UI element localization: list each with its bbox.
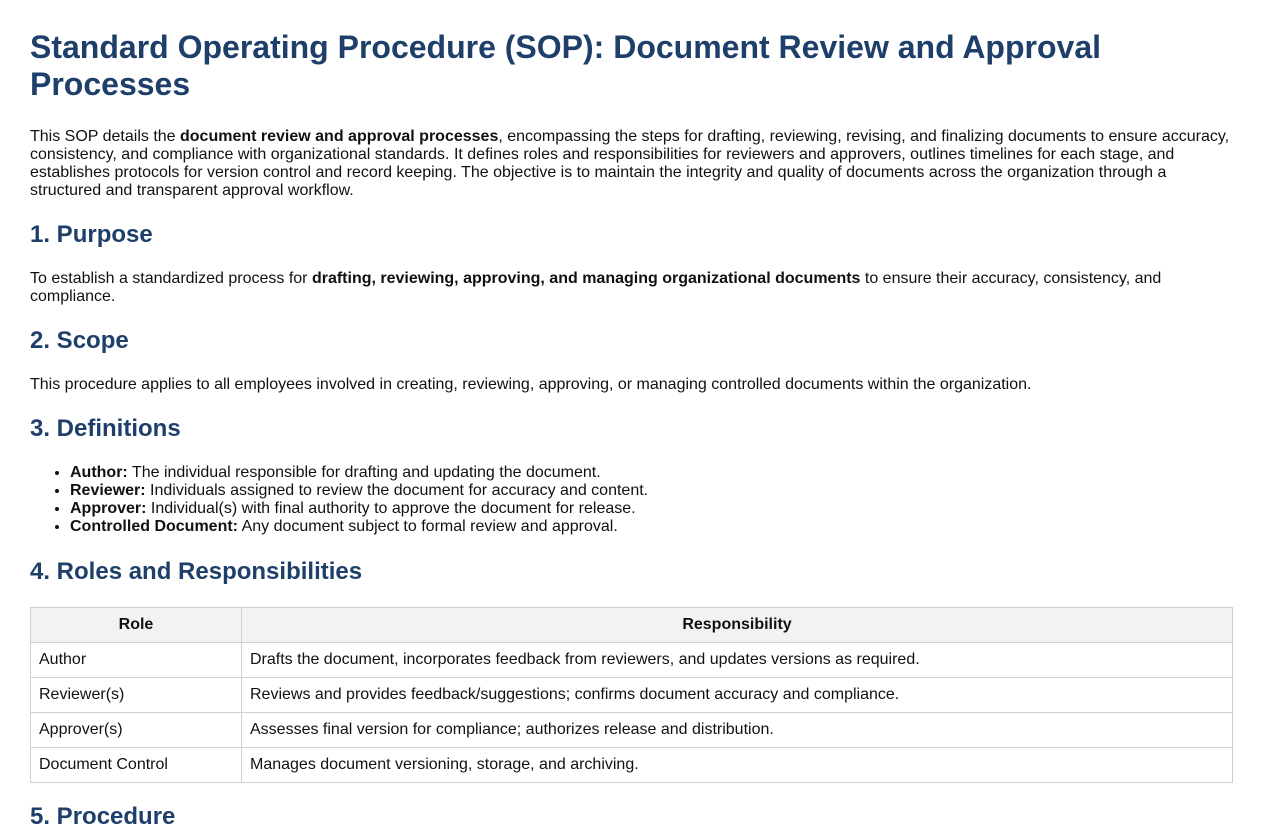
page-title: Standard Operating Procedure (SOP): Document Review and Approval Processes <box>30 29 1101 102</box>
scope-heading: 2. Scope <box>30 327 129 354</box>
purpose-heading: 1. Purpose <box>30 221 153 248</box>
responsibility-cell: Drafts the document, incorporates feedback from reviewers, and updates versions as required. <box>242 643 1233 678</box>
column-header-responsibility: Responsibility <box>242 608 1233 643</box>
definition-text: Individual(s) with final authority to approve the document for release. <box>146 500 636 517</box>
definition-text: Individuals assigned to review the document for accuracy and content. <box>145 482 649 499</box>
table-row <box>31 678 1233 713</box>
definition-text: Any document subject to formal review and approval. <box>238 518 618 535</box>
definition-item-author <box>70 464 1233 482</box>
intro-text-end: , encompassing the steps for drafting, reviewing, revising, and finalizing documents to ensure accuracy, consistency, and compliance with organizational standards. It defines roles and responsibilities for reviewers and approvers, outlines timelines for each stage, and establishes protocols for version control and record keeping. The objective is to maintain the integrity and quality of documents across the organization through a structured and transparent approval workflow. <box>30 128 1230 199</box>
definition-term: Controlled Document: <box>70 518 238 535</box>
responsibility-cell: Reviews and provides feedback/suggestions; confirms document accuracy and compliance. <box>242 678 1233 713</box>
scope-paragraph: This procedure applies to all employees involved in creating, reviewing, approving, or managing controlled documents within the organization. <box>30 376 1032 393</box>
responsibility-cell: Manages document versioning, storage, and archiving. <box>242 748 1233 783</box>
purpose-paragraph <box>30 270 1233 306</box>
intro-paragraph <box>30 128 1233 200</box>
definition-item-approver <box>70 500 1233 518</box>
table-row <box>31 713 1233 748</box>
intro-text-bold: document review and approval processes <box>180 128 499 145</box>
definition-term: Author: <box>70 464 128 481</box>
purpose-text-end: to ensure their accuracy, consistency, and compliance. <box>30 270 1162 305</box>
definitions-heading: 3. Definitions <box>30 415 181 442</box>
definitions-list <box>30 464 1233 536</box>
table-row <box>31 748 1233 783</box>
role-cell: Author <box>31 643 242 678</box>
role-cell: Reviewer(s) <box>31 678 242 713</box>
role-cell: Document Control <box>31 748 242 783</box>
definition-item-controlled-document <box>70 518 1233 536</box>
responsibility-cell: Assesses final version for compliance; authorizes release and distribution. <box>242 713 1233 748</box>
column-header-role: Role <box>31 608 242 643</box>
intro-text-start: This SOP details the <box>30 128 180 145</box>
definition-term: Reviewer: <box>70 482 146 499</box>
table-row <box>31 643 1233 678</box>
definition-text: The individual responsible for drafting and updating the document. <box>127 464 601 481</box>
roles-table <box>30 607 1233 783</box>
purpose-text-start: To establish a standardized process for <box>30 270 312 287</box>
purpose-text-bold: drafting, reviewing, approving, and managing organizational documents <box>311 270 861 287</box>
role-cell: Approver(s) <box>31 713 242 748</box>
definition-item-reviewer <box>70 482 1233 500</box>
procedure-heading: 5. Procedure <box>30 803 176 830</box>
definition-term: Approver: <box>70 500 147 517</box>
roles-heading: 4. Roles and Responsibilities <box>30 558 363 585</box>
table-header-row <box>31 608 1233 643</box>
